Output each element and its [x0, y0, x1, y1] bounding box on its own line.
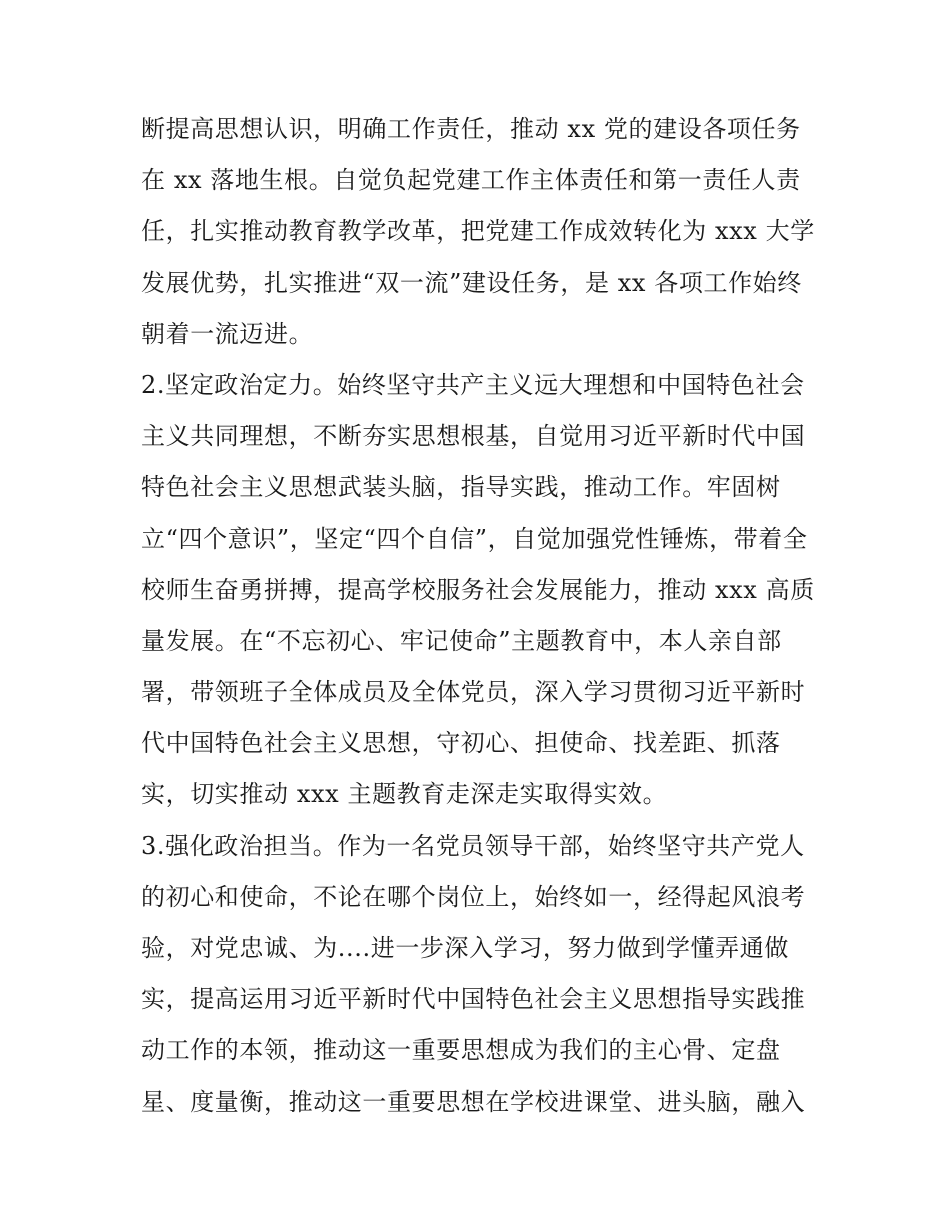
text-line: 署，带领班子全体成员及全体党员，深入学习贯彻习近平新时 — [141, 678, 806, 707]
text-line: 断提高思想认识，明确工作责任，推动 xx 党的建设各项任务 — [141, 115, 801, 143]
text-line: 实，切实推动 xxx 主题教育走深走实取得实效。 — [141, 780, 668, 809]
text-line: 2.坚定政治定力。始终坚守共产主义远大理想和中国特色社会 — [141, 370, 805, 399]
document-body — [141, 104, 821, 1128]
text-line: 验，对党忠诚、为....进一步深入学习，努力做到学懂弄通做 — [141, 934, 789, 962]
text-line: 的初心和使命，不论在哪个岗位上，始终如一，经得起风浪考 — [141, 882, 806, 911]
text-line: 立“四个意识”，坚定“四个自信”，自觉加强党性锤炼，带着全 — [141, 524, 808, 553]
text-line: 校师生奋勇拼搏，提高学校服务社会发展能力，推动 xxx 高质 — [141, 575, 815, 604]
text-line: 动工作的本领，推动这一重要思想成为我们的主心骨、定盘 — [141, 1036, 781, 1065]
text-line: 实，提高运用习近平新时代中国特色社会主义思想指导实践推 — [141, 985, 806, 1014]
text-line: 特色社会主义思想武装头脑，指导实践，推动工作。牢固树 — [141, 473, 781, 502]
text-line: 任，扎实推动教育教学改革，把党建工作成效转化为 xxx 大学 — [141, 217, 815, 246]
text-line: 主义共同理想，不断夯实思想根基，自觉用习近平新时代中国 — [141, 422, 806, 451]
text-line: 星、度量衡，推动这一重要思想在学校进课堂、进头脑，融入 — [141, 1087, 806, 1116]
text-line: 3.强化政治担当。作为一名党员领导干部，始终坚守共产党人 — [141, 831, 805, 860]
text-line: 代中国特色社会主义思想，守初心、担使命、找差距、抓落 — [141, 729, 781, 758]
text-line: 在 xx 落地生根。自觉负起党建工作主体责任和第一责任人责 — [141, 166, 801, 195]
text-line: 朝着一流迈进。 — [141, 319, 314, 348]
text-line: 量发展。在“不忘初心、牢记使命”主题教育中，本人亲自部 — [141, 626, 782, 655]
text-line: 发展优势，扎实推进“双一流”建设任务，是 xx 各项工作始终 — [141, 268, 802, 297]
